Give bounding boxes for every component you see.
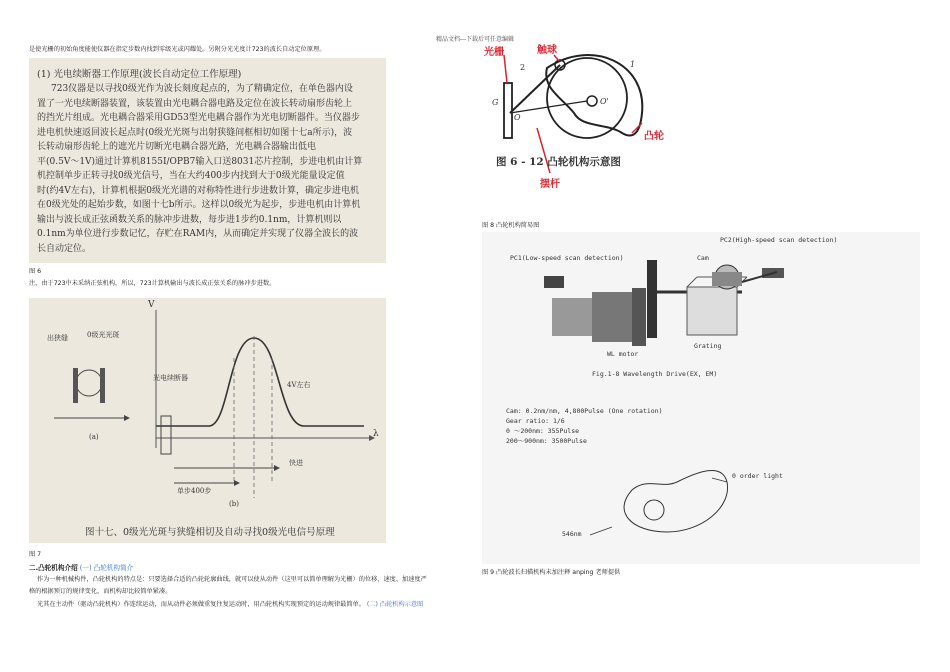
note-text: 注，由于723中未采纳正弦机构，所以，723计算机输出与波长成正弦关系的脉冲步进数。 — [29, 280, 276, 287]
intro-text: 是使光栅的初始角度能使仪器在指定步数内找到零级光或闪耀处。另附分光光度计723的波长自动定位原理。 — [29, 46, 326, 53]
scan-text-image — [29, 58, 386, 263]
lambda-label: λ — [373, 429, 379, 439]
sub-b-label: (b) — [229, 500, 239, 508]
section-title: 二.凸轮机构介绍 — [29, 564, 78, 572]
para2-link[interactable]: (二) 凸轮机构示意图 — [366, 601, 424, 608]
rod-label: 摆杆 — [540, 179, 560, 190]
cam-label: 凸轮 — [644, 131, 664, 142]
para1b: 格的根据预订的规律变化，而机构却比较简单紧凑。 — [29, 588, 172, 595]
num2-label: 2 — [520, 63, 526, 72]
zero-light-label: 0级光光斑 — [87, 331, 120, 339]
scan-title: (1) 光电续断器工作原理(波长自动定位工作原理) — [37, 69, 242, 80]
scan-line: 0.1nm为单位进行步数记忆，存贮在RAM内，从而确定并实现了仪器全波长的波 — [37, 229, 359, 239]
fig9-label: 图 9 凸轮波长扫描机构未加注释 anping 老师提供 — [482, 569, 621, 576]
pc2-label: PC2(High-speed scan detection) — [720, 236, 838, 244]
section-heading — [29, 562, 133, 572]
o-label: O — [514, 113, 521, 122]
o2-label: O' — [600, 97, 609, 106]
scan-line: 置了一光电续断器装置，该装置由光电耦合器电路及定位在波长转动扇形齿轮上 — [37, 98, 353, 109]
grating-drive-label: Grating — [694, 342, 722, 350]
drive-specs — [506, 406, 663, 446]
zero-order-label: 0 order light — [732, 472, 783, 480]
steps-label: 单步400步 — [177, 487, 212, 495]
para1: 作为一种机械构件，凸轮机构的特点是：只要选择合适的凸轮轮廓曲线，就可以使从动件（这里可以简单理解为光栅）的位移、速度、加速度严 — [37, 576, 427, 583]
cam-drive-label: Cam — [697, 254, 709, 262]
scan-line: 723仪器是以寻找0级光作为波长刻度起点的，为了精确定位，在单色器内设 — [51, 84, 353, 94]
motor-label: WL motor — [607, 350, 639, 358]
scan-line: 时(约4V左右)，计算机根据0级光光谱的对称特性进行步进数计算，确定步进电机 — [37, 185, 359, 196]
para2 — [37, 600, 423, 609]
spec-line: Gear ratio: 1/6 — [506, 417, 565, 425]
para2-text: 光其在主动件（驱动凸轮机构）作连续运动，而从动件必须做重复往复运动时，用凸轮机构实现预定的运动规律最简单。 — [37, 601, 365, 608]
scan-line: 长自动定位。 — [37, 243, 92, 254]
num1-label: 1 — [630, 60, 636, 69]
cam-caption: 图 6 - 12 凸轮机构示意图 — [496, 156, 621, 168]
spec-line: 200～900nm: 3500Pulse — [506, 437, 587, 445]
page-header: 精品文档---下载后可任意编辑 — [435, 36, 515, 43]
spec-line: 0 ～200nm: 355Pulse — [506, 427, 580, 435]
scan-line: 长转动扇形齿轮上的遮光片切断光电耦合器光路，光电耦合器输出低电 — [37, 142, 317, 152]
grating-label: 光栅 — [484, 47, 504, 58]
scan-line: 在0级光处的起始步数，如图十七b所示。这样以0级光为起步，步进电机由计算机 — [37, 200, 361, 210]
fig8-label: 图 8 凸轮机构简易图 — [482, 222, 540, 229]
g-label: G — [492, 98, 499, 107]
contact-label: 触球 — [537, 45, 557, 56]
fig7-label: 图 7 — [29, 551, 42, 558]
section-link[interactable]: (一) 凸轮机构简介 — [79, 564, 134, 572]
slit-label: 出狭缝 — [47, 334, 68, 342]
scan-line: 平(0.5V～1V)通过计算机8155I/OPB7输入口送8031芯片控制，步进电机由计算 — [37, 156, 363, 167]
scan-line: 输出与波长成正弦函数关系的脉冲步进数，每步进1步约0.1nm，计算机则以 — [37, 214, 342, 225]
scan-line: 机控制单步正转寻找0级光信号，当在大约400步内找到大于0级光能量设定值 — [37, 171, 345, 181]
pc1-label: PC1(Low-speed scan detection) — [510, 254, 624, 262]
fig17-drawing — [29, 298, 386, 543]
drive-title: Fig.1-8 Wavelength Drive(EX, EM) — [592, 370, 718, 378]
volt-label: 4V左右 — [287, 381, 311, 389]
sensor-label: 光电续断器 — [153, 374, 188, 382]
scan-line: 进电机快速返回波长起点时(0级光光斑与出射狭缝间框相切如图十七a所示)，波 — [37, 127, 353, 138]
fast-label: 快进 — [289, 459, 303, 467]
fig17-caption: 图十七、0级光光斑与狭缝相切及自动寻找0级光电信号原理 — [85, 527, 335, 538]
fig6-label: 图 6 — [29, 268, 42, 275]
scan-line: 的挡光片组成。光电耦合器采用GD53型光电耦合器作为光电切断器件。当仪器步 — [37, 113, 360, 123]
cam-diagram-image — [482, 43, 687, 213]
drive-drawing — [482, 232, 920, 564]
v-axis-label: V — [148, 300, 155, 310]
scan-body — [37, 82, 382, 256]
spec-line: Cam: 0.2nm/nm, 4,800Pulse (One rotation) — [506, 407, 663, 415]
fig17-image — [29, 298, 386, 543]
nm546-label: 546nm — [562, 530, 582, 538]
drive-figure — [482, 232, 920, 564]
sub-a-label: (a) — [89, 433, 99, 441]
